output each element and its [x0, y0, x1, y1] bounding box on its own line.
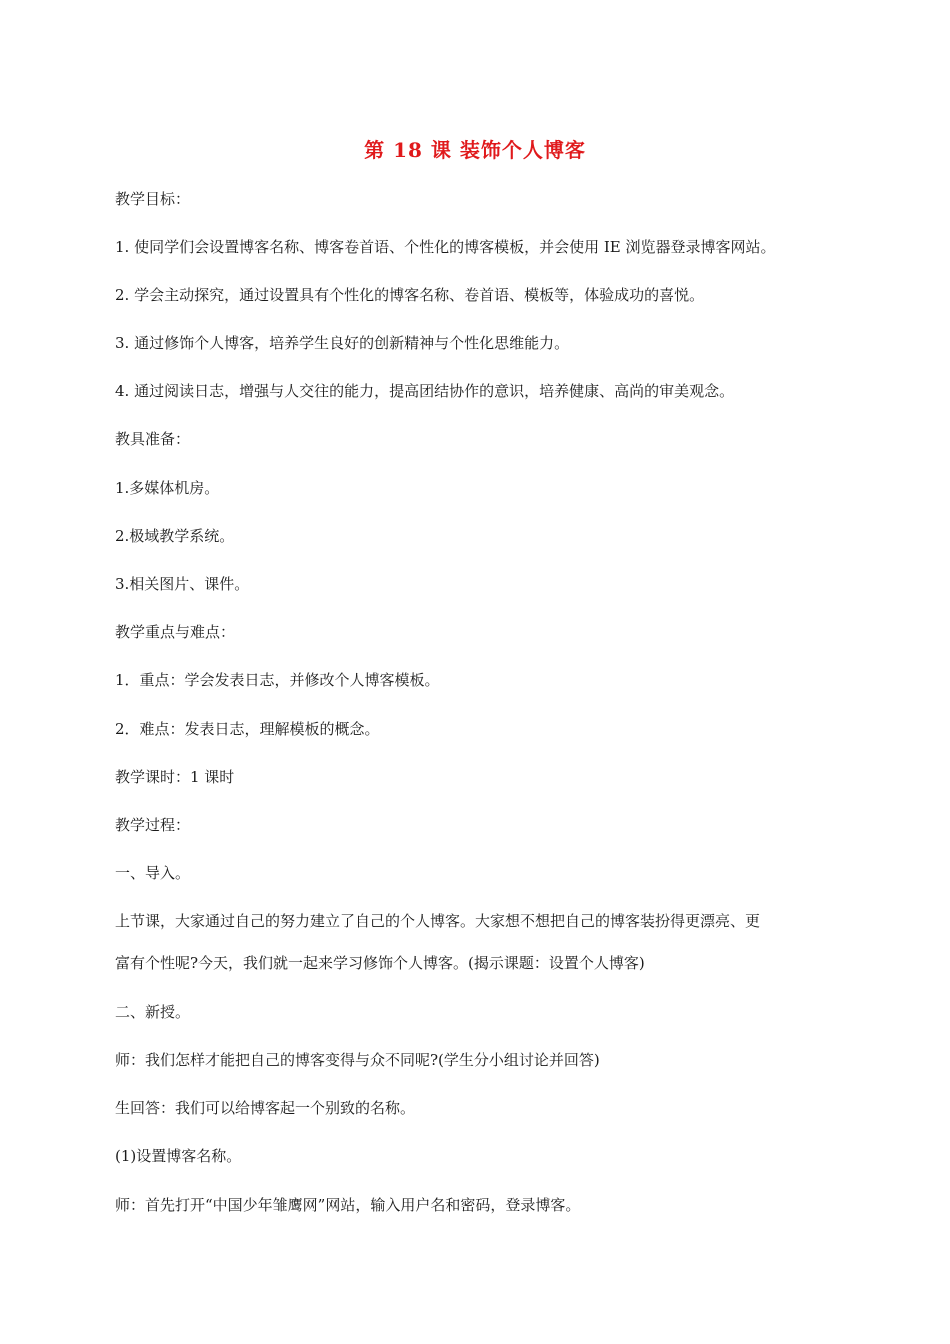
teacher-question: 师：我们怎样才能把自己的博客变得与众不同呢?(学生分小组讨论并回答) — [115, 1051, 600, 1069]
teacher-instruction: 师：首先打开“中国少年雏鹰网”网站，输入用户名和密码，登录博客。 — [115, 1196, 581, 1214]
intro-paragraph-line-1: 上节课，大家通过自己的努力建立了自己的个人博客。大家想不想把自己的博客装扮得更漂亮、更 — [115, 912, 761, 930]
material-item-2: 2.极域教学系统。 — [115, 527, 235, 545]
process-step-new-lesson: 二、新授。 — [115, 1003, 191, 1021]
material-item-1: 1.多媒体机房。 — [115, 479, 220, 497]
key-point-item-1: 1．重点：学会发表日志，并修改个人博客模板。 — [115, 671, 440, 689]
key-point-item-2: 2．难点：发表日志，理解模板的概念。 — [115, 720, 380, 738]
section-heading-process: 教学过程： — [115, 816, 191, 834]
objective-item-3: 3. 通过修饰个人博客，培养学生良好的创新精神与个性化思维能力。 — [115, 334, 570, 352]
objective-item-4: 4. 通过阅读日志，增强与人交往的能力，提高团结协作的意识，培养健康、高尚的审美观念。 — [115, 382, 735, 400]
section-heading-key-points: 教学重点与难点： — [115, 623, 236, 641]
class-hours: 教学课时：1 课时 — [115, 768, 235, 786]
objective-item-1: 1. 使同学们会设置博客名称、博客卷首语、个性化的博客模板，并会使用 IE 浏览器登录博客网站。 — [115, 238, 776, 256]
section-heading-objectives: 教学目标： — [115, 190, 191, 208]
student-answer: 生回答：我们可以给博客起一个别致的名称。 — [115, 1099, 416, 1117]
material-item-3: 3.相关图片、课件。 — [115, 575, 250, 593]
sub-step-set-blog-name: (1)设置博客名称。 — [115, 1147, 242, 1165]
section-heading-materials: 教具准备： — [115, 430, 191, 448]
lesson-title: 第 18 课 装饰个人博客 — [364, 138, 586, 162]
intro-paragraph-line-2: 富有个性呢?今天，我们就一起来学习修饰个人博客。(揭示课题：设置个人博客) — [115, 954, 645, 972]
objective-item-2: 2. 学会主动探究，通过设置具有个性化的博客名称、卷首语、模板等，体验成功的喜悦。 — [115, 286, 705, 304]
process-step-intro: 一、导入。 — [115, 864, 191, 882]
